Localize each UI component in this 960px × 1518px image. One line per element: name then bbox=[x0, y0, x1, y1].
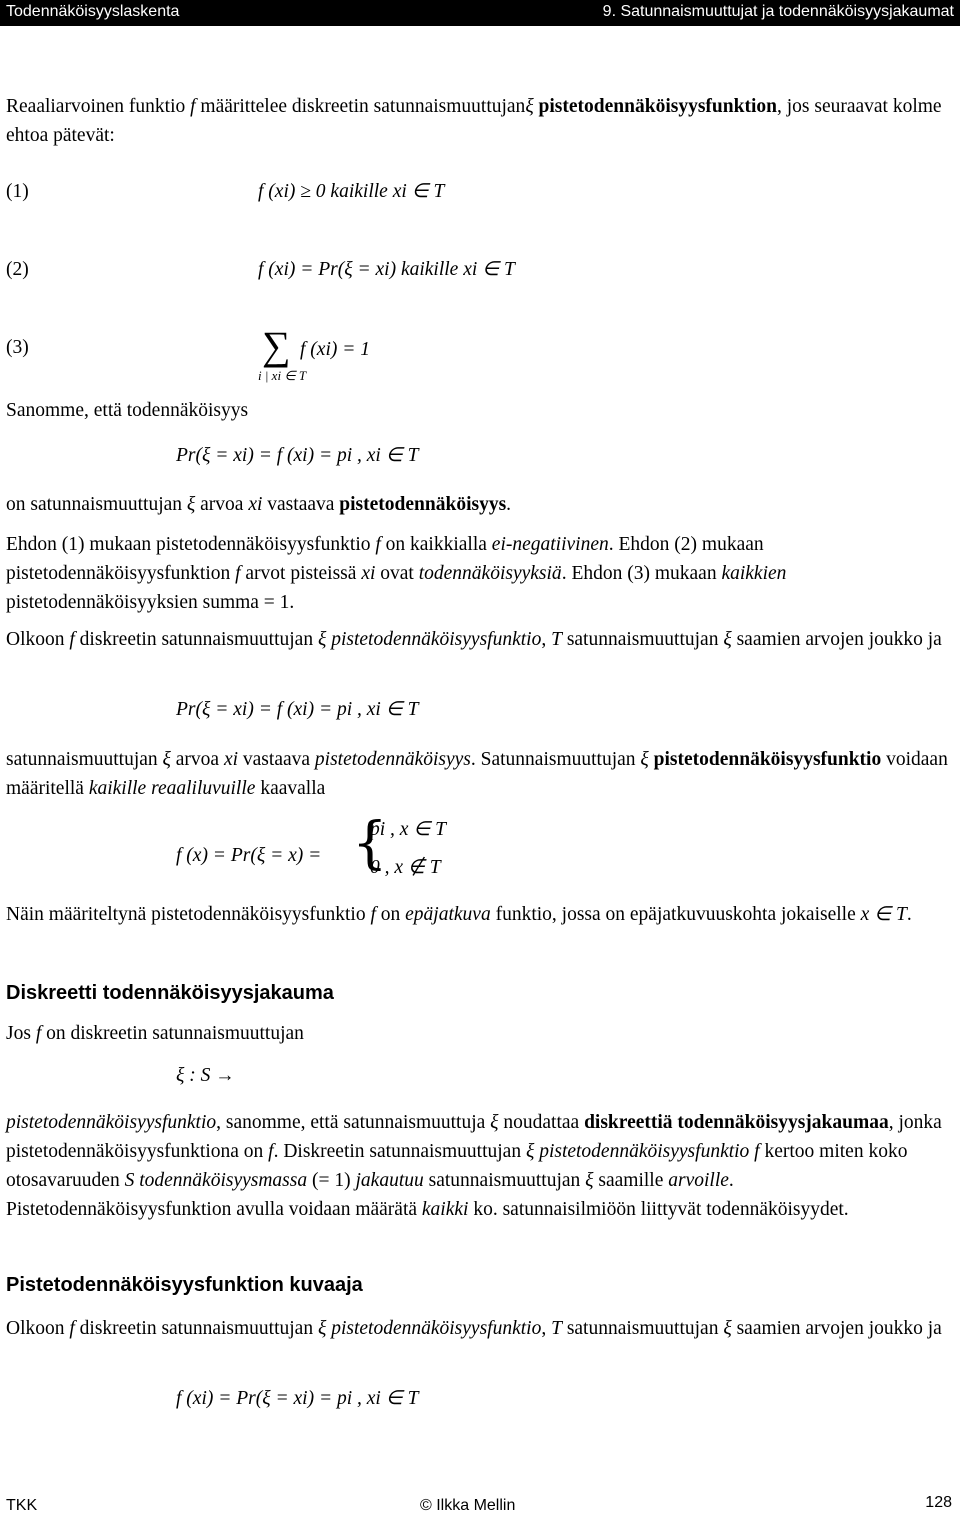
intro-paragraph: Reaaliarvoinen funktio f määrittelee diskreetin satunnaismuuttujanξ pistetodennäköisyysfunktion, jos seuraavat kolme ehtoa pätevät: bbox=[6, 96, 942, 146]
mapping-formula: ξ : S → bbox=[176, 1065, 235, 1086]
jos-text: Jos f on diskreetin satunnaismuuttujan bbox=[6, 1023, 304, 1044]
condition-1-label: (1) bbox=[6, 181, 29, 202]
piecewise-case-2: 0 , x ∉ T bbox=[370, 857, 441, 878]
header-left: Todennäköisyyslaskenta bbox=[6, 3, 180, 20]
piecewise-case-1: pi , x ∈ T bbox=[370, 819, 447, 840]
nain-paragraph: Näin määriteltynä pistetodennäköisyysfunktio f on epäjatkuva funktio, jossa on epäjatkuvuuskohta jokaiselle x ∈ T. bbox=[6, 904, 912, 925]
footer-left: TKK bbox=[6, 1497, 38, 1514]
condition-1-formula: f (xi) ≥ 0 kaikille xi ∈ T bbox=[258, 181, 445, 202]
satunnais-paragraph-2: satunnaismuuttujan ξ arvoa xi vastaava pistetodennäköisyys. Satunnaismuuttujan ξ pistetodennäköisyysfunktio voidaan määritellä kaikille reaaliluvuille kaavalla bbox=[6, 749, 948, 799]
olkoon-paragraph-1: Olkoon f diskreetin satunnaismuuttujan ξ pistetodennäköisyysfunktio, T satunnaismuuttujan ξ saamien arvojen joukko ja bbox=[6, 629, 942, 650]
piecewise-brace: { bbox=[352, 811, 388, 876]
ehdon-paragraph: Ehdon (1) mukaan pistetodennäköisyysfunktio f on kaikkialla ei-negatiivinen. Ehdon (2) mukaan pistetodennäköisyysfunktion f arvot pisteissä xi ovat todennäköisyyksiä. Ehdon (3) mukaan kaikkien pistetodennäköisyyksien summa = 1. bbox=[6, 534, 787, 613]
condition-3-label: (3) bbox=[6, 337, 29, 358]
on-satunnais-text: on satunnaismuuttujan ξ arvoa xi vastaava pistetodennäköisyys. bbox=[6, 494, 512, 515]
footer-center: © Ilkka Mellin bbox=[420, 1497, 516, 1514]
page-header bbox=[0, 0, 960, 26]
sanomme-text: Sanomme, että todennäköisyys bbox=[6, 400, 249, 421]
condition-2-label: (2) bbox=[6, 259, 29, 280]
diskreetti-paragraph: pistetodennäköisyysfunktio, sanomme, että satunnaismuuttuja ξ noudattaa diskreettiä todennäköisyysjakaumaa, jonka pistetodennäköisyysfunktiona on f. Diskreetin satunnaismuuttujan ξ pistetodennäköisyysfunktio f kertoo miten koko otosavaruuden S todennäköisyysmassa (= 1) jakautuu satunnaismuuttujan ξ saamille arvoille. Pistetodennäköisyysfunktion avulla voidaan määrätä kaikki ko. satunnaisilmiöön liittyvät todennäköisyydet. bbox=[6, 1112, 942, 1220]
page-number: 128 bbox=[925, 1494, 952, 1511]
formula-p3: f (xi) = Pr(ξ = xi) = pi , xi ∈ T bbox=[176, 1388, 419, 1409]
header-right: 9. Satunnaismuuttujat ja todennäköisyysjakaumat bbox=[602, 3, 954, 20]
section-heading-diskreetti: Diskreetti todennäköisyysjakauma bbox=[6, 982, 334, 1004]
condition-2-formula: f (xi) = Pr(ξ = xi) kaikille xi ∈ T bbox=[258, 259, 515, 280]
section-heading-kuvaaja: Pistetodennäköisyysfunktion kuvaaja bbox=[6, 1274, 363, 1296]
page-footer bbox=[0, 1494, 960, 1518]
sum-subscript: i | xi ∈ T bbox=[258, 368, 307, 383]
condition-3-formula: f (xi) = 1 bbox=[300, 339, 371, 360]
piecewise-lhs: f (x) = Pr(ξ = x) = bbox=[176, 845, 322, 866]
formula-p2: Pr(ξ = xi) = f (xi) = pi , xi ∈ T bbox=[176, 699, 419, 720]
sum-symbol: ∑ bbox=[262, 323, 291, 368]
formula-p1: Pr(ξ = xi) = f (xi) = pi , xi ∈ T bbox=[176, 445, 419, 466]
olkoon-paragraph-2: Olkoon f diskreetin satunnaismuuttujan ξ pistetodennäköisyysfunktio, T satunnaismuuttujan ξ saamien arvojen joukko ja bbox=[6, 1318, 942, 1339]
